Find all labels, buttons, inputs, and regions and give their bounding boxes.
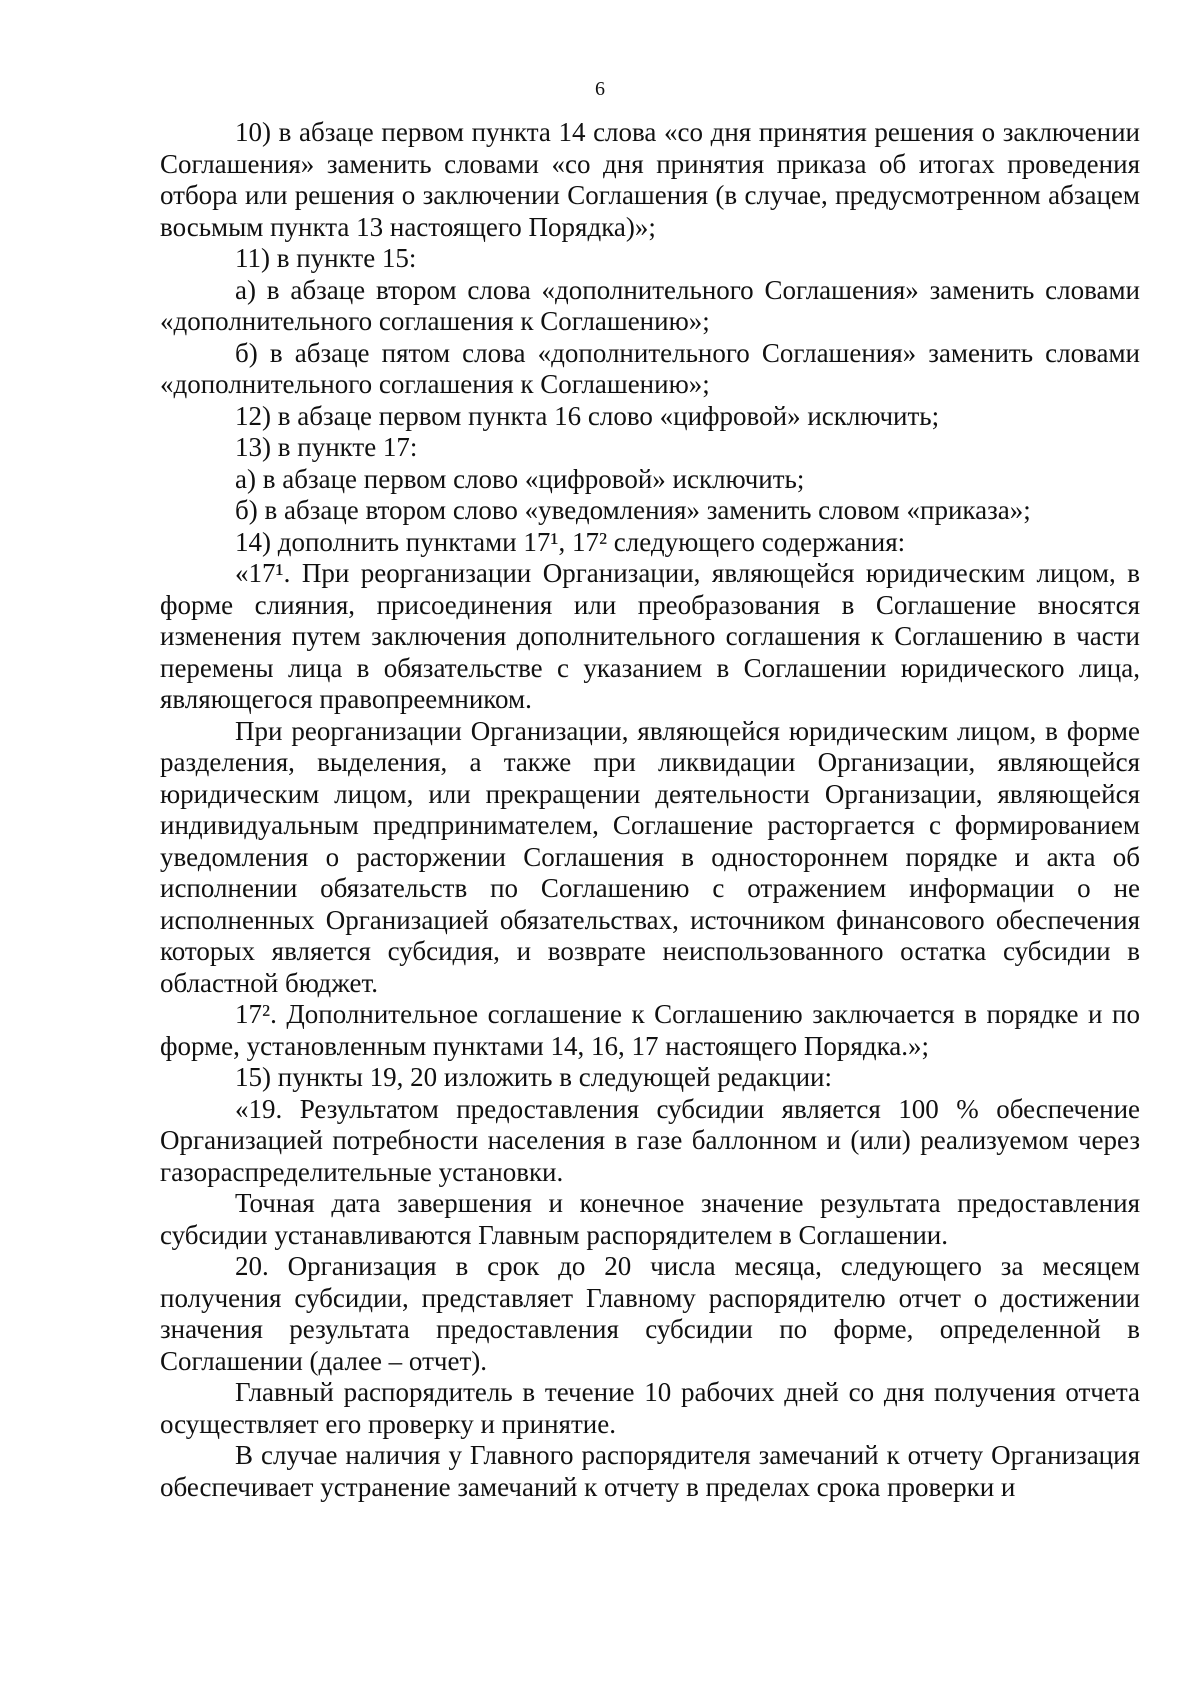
paragraph-item-10: 10) в абзаце первом пункта 14 слова «со дня принятия решения о заключении Соглашения» заменить словами «со дня принятия приказа об итогах проведения отбора или решения о заключении Соглашения (в случае, предусмотренном абзацем восьмым пункта 13 настоящего Порядка)»;: [160, 117, 1140, 242]
paragraph-clause-19-part-2: Точная дата завершения и конечное значение результата предоставления субсидии устанавливаются Главным распорядителем в Соглашении.: [160, 1188, 1140, 1250]
paragraph-item-15: 15) пункты 19, 20 изложить в следующей редакции:: [235, 1062, 833, 1092]
paragraph-clause-20: 20. Организация в срок до 20 числа месяца, следующего за месяцем получения субсидии, представляет Главному распорядителю отчет о достижении значения результата предоставления субсидии по форме, определенной в Соглашении (далее – отчет).: [160, 1251, 1140, 1376]
page-number: 6: [595, 78, 605, 100]
paragraph-item-14: 14) дополнить пунктами 17¹, 17² следующего содержания:: [235, 526, 906, 557]
paragraph-item-13: 13) в пункте 17:: [235, 432, 418, 462]
paragraph-item-11: 11) в пункте 15:: [235, 243, 417, 273]
paragraph-subitem-11b: б) в абзаце пятом слова «дополнительного Соглашения» заменить словами «дополнительного соглашения к Соглашению»;: [160, 337, 1140, 399]
document-body: [160, 117, 1140, 1503]
paragraph-subitem-13b: б) в абзаце втором слово «уведомления» заменить словом «приказа»;: [235, 495, 1031, 525]
paragraph-clause-17-2: 17². Дополнительное соглашение к Соглашению заключается в порядке и по форме, установленным пунктами 14, 16, 17 настоящего Порядка.»;: [160, 999, 1140, 1061]
paragraph-subitem-11a: а) в абзаце втором слова «дополнительного Соглашения» заменить словами «дополнительного соглашения к Соглашению»;: [160, 274, 1140, 336]
paragraph-item-12: 12) в абзаце первом пункта 16 слово «цифровой» исключить;: [235, 400, 940, 431]
paragraph-clause-17-1: «17¹. При реорганизации Организации, являющейся юридическим лицом, в форме слияния, присоединения или преобразования в Соглашение вносятся изменения путем заключения дополнительного соглашения к Соглашению в части перемены лица в обязательстве с указанием в Соглашении юридического лица, являющегося правопреемником.: [160, 558, 1140, 714]
paragraph-subitem-13a: а) в абзаце первом слово «цифровой» исключить;: [235, 463, 805, 494]
paragraph-clause-17-1-part-2: При реорганизации Организации, являющейся юридическим лицом, в форме разделения, выделения, а также при ликвидации Организации, являющейся юридическим лицом, или прекращении деятельности Организации, являющейся индивидуальным предпринимателем, Соглашение расторгается с формированием уведомления о расторжении Соглашения в одностороннем порядке и акта об исполнении обязательств по Соглашению с отражением информации о не исполненных Организацией обязательствах, источником финансового обеспечения которых является субсидия, и возврате неиспользованного остатка субсидии в областной бюджет.: [160, 715, 1140, 998]
paragraph-clause-20-part-3: В случае наличия у Главного распорядителя замечаний к отчету Организация обеспечивает устранение замечаний к отчету в пределах срока проверки и: [160, 1440, 1140, 1502]
paragraph-clause-20-part-2: Главный распорядитель в течение 10 рабочих дней со дня получения отчета осуществляет его проверку и принятие.: [160, 1377, 1140, 1439]
paragraph-clause-19: «19. Результатом предоставления субсидии является 100 % обеспечение Организацией потребности населения в газе баллонном и (или) реализуемом через газораспределительные установки.: [160, 1093, 1140, 1187]
